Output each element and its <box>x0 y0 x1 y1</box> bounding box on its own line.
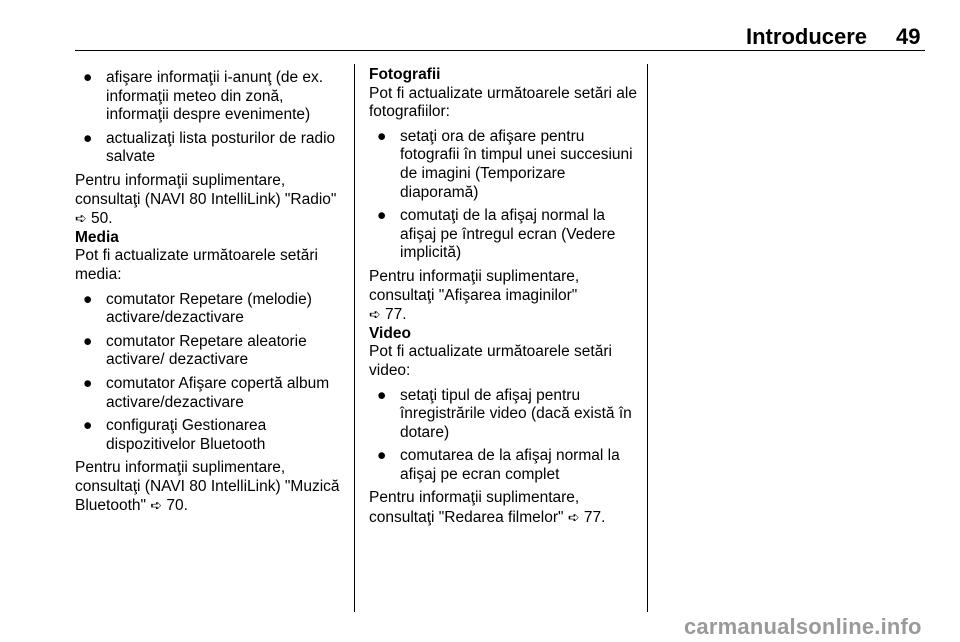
page-reference-link[interactable]: 70. <box>166 497 188 515</box>
list-item: ● configuraţi Gestionarea dispozitivelor Bluetooth <box>83 417 267 453</box>
page-reference-link[interactable]: 77. <box>583 509 606 527</box>
list-item: ● comutarea de la afişaj normal la afişaj pe ecran complet <box>377 447 620 483</box>
page-header-title: Introducere <box>746 24 868 49</box>
paragraph-video-intro: Pot fi actualizate următoarele setări video: <box>369 343 612 379</box>
bullet-list-radio <box>75 69 343 167</box>
list-item: ● comutaţi de la afişaj normal la afişaj pe întregul ecran (Vedere implicită) <box>377 207 616 262</box>
page-reference-icon: ➪ <box>75 210 87 227</box>
paragraph-photos-intro: Pot fi actualizate următoarele setări ale fotografiilor: <box>369 84 637 121</box>
list-item: ● comutator Repetare aleatorie activare/ dezactivare <box>83 332 307 369</box>
bullet-dot-icon: ● <box>377 447 387 465</box>
list-item: ● setaţi ora de afişare pentru fotografii în timpul unei succesiuni de imagini (Temporizare diaporamă) <box>377 127 633 201</box>
list-item: ● afişare informaţii i-anunţ (de ex. informaţii meteo din zonă, informaţii despre evenimente) <box>83 69 324 124</box>
bullet-dot-icon: ● <box>377 127 387 145</box>
page-number: 49 <box>896 24 921 49</box>
paragraph-photos-reference: Pentru informaţii suplimentare, consultaţi "Afişarea imaginilor" ➪ 77. <box>369 267 580 324</box>
page-reference-icon: ➪ <box>150 497 163 514</box>
bullet-dot-icon: ● <box>83 332 93 350</box>
page-reference-link[interactable]: 77. <box>385 306 407 324</box>
bullet-dot-icon: ● <box>83 374 93 392</box>
column-divider-1 <box>354 64 355 612</box>
paragraph-radio-reference: Pentru informaţii suplimentare, consultaţi (NAVI 80 IntelliLink) "Radio" ➪ 50. <box>75 171 337 228</box>
bullet-dot-icon: ● <box>83 417 93 435</box>
column-1 <box>75 66 343 516</box>
paragraph-video-reference: Pentru informaţii suplimentare, consultaţi "Redarea filmelor" ➪ 77. <box>369 489 606 527</box>
bullet-dot-icon: ● <box>83 129 93 147</box>
page-reference-link[interactable]: 50. <box>91 210 113 228</box>
watermark: carmanualsonline.info <box>684 614 922 639</box>
bullet-dot-icon: ● <box>83 69 93 86</box>
column-2 <box>369 66 637 528</box>
list-item: ● actualizaţi lista posturilor de radio salvate <box>83 129 336 166</box>
list-item: ● comutator Repetare (melodie) activare/dezactivare <box>83 290 312 327</box>
bullet-dot-icon: ● <box>377 386 387 404</box>
header-rule <box>75 50 925 51</box>
section-heading-video: Video <box>369 324 411 342</box>
section-heading-media: Media <box>75 228 119 246</box>
bullet-dot-icon: ● <box>377 207 387 225</box>
bullet-list-media <box>75 291 343 455</box>
bullet-dot-icon: ● <box>83 290 93 308</box>
list-item: ● comutator Afişare copertă album activare/dezactivare <box>83 374 330 411</box>
section-heading-photos: Fotografii <box>369 66 441 83</box>
paragraph-media-intro: Pot fi actualizate următoarele setări media: <box>75 247 318 283</box>
bullet-list-photos <box>369 128 637 263</box>
column-divider-2 <box>647 64 648 612</box>
bullet-list-video <box>369 387 637 485</box>
paragraph-bluetooth-reference: Pentru informaţii suplimentare, consultaţi (NAVI 80 IntelliLink) "Muzică Bluetooth" ➪ 70. <box>75 459 340 515</box>
page-reference-icon: ➪ <box>369 306 381 323</box>
list-item: ● setaţi tipul de afişaj pentru înregistrările video (dacă există în dotare) <box>377 386 632 441</box>
page-reference-icon: ➪ <box>567 509 580 526</box>
